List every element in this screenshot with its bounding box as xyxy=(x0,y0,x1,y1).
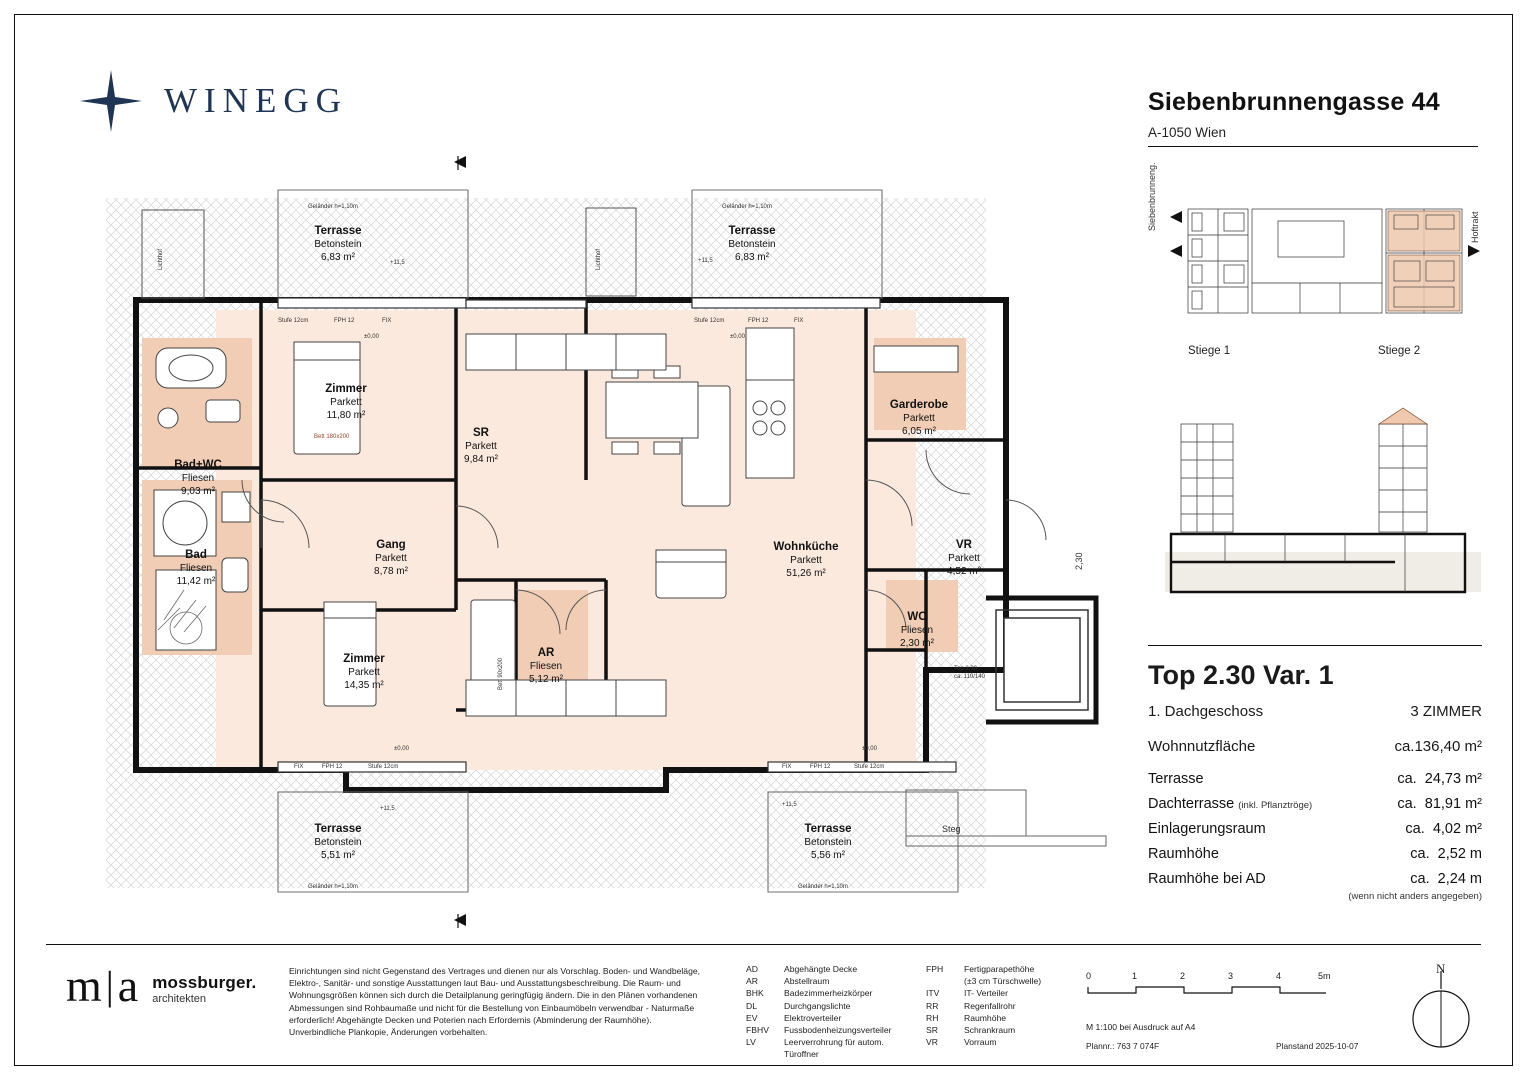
plan-annotation: ±0,00 xyxy=(364,334,379,340)
abbr-key: FBHV xyxy=(746,1025,769,1036)
plan-annotation: Stufe 12cm xyxy=(278,318,309,324)
room-label xyxy=(496,646,596,686)
abbr-key: VR xyxy=(926,1037,938,1048)
abbr-value: Raumhöhe xyxy=(964,1012,1007,1023)
abbr-column-1 xyxy=(746,963,916,1061)
plan-annotation: Geländer h=1,10m xyxy=(308,204,358,210)
room-area: 5,51 m² xyxy=(321,849,355,861)
room-material: Betonstein xyxy=(314,238,362,250)
room-name: Terrasse xyxy=(314,225,362,237)
room-area: 51,26 m² xyxy=(786,567,826,579)
footer-divider xyxy=(46,944,1481,945)
room-area: 11,80 m² xyxy=(326,409,366,421)
unit-area-label: Wohnnutzfläche xyxy=(1148,738,1256,755)
room-area: 5,56 m² xyxy=(811,849,845,861)
row-approx: ca. xyxy=(1397,771,1417,787)
room-name: Zimmer xyxy=(325,383,367,395)
room-material: Parkett xyxy=(375,552,407,564)
abbr-value: Schrankraum xyxy=(964,1025,1016,1036)
unit-floor: 1. Dachgeschoss xyxy=(1148,703,1264,720)
abbr-key: RH xyxy=(926,1012,939,1023)
room-name: Bad+WC xyxy=(174,459,222,471)
plan-annotation: ±0,00 xyxy=(730,334,745,340)
row-approx: ca. xyxy=(1410,846,1430,862)
plan-annotation: ca. 110/140 xyxy=(954,674,985,680)
unit-footnote: (wenn nicht anders angegeben) xyxy=(1348,891,1482,902)
room-area: 9,03 m² xyxy=(181,485,215,497)
unit-info-block xyxy=(1148,645,1482,902)
room-label xyxy=(426,426,536,466)
architect-name: mossburger. xyxy=(152,973,257,992)
abbr-value: Fussbodenheizungsverteiler xyxy=(784,1025,892,1036)
row-approx: ca. xyxy=(1397,796,1417,812)
plan-annotation: Lichthof xyxy=(158,248,164,270)
abbr-key: AD xyxy=(746,964,758,974)
keyplan-stiege-1: Stiege 1 xyxy=(1188,345,1231,357)
room-area: 14,35 m² xyxy=(344,679,384,691)
room-material: Betonstein xyxy=(728,238,776,250)
abbr-key: BHK xyxy=(746,988,764,999)
row-label: Terrasse xyxy=(1148,771,1204,787)
abbr-value: Vorraum xyxy=(964,1037,997,1048)
room-name: AR xyxy=(537,647,555,659)
scale-graphic xyxy=(1086,984,1336,1000)
scale-tick: 1 xyxy=(1132,971,1138,981)
building-section xyxy=(1165,402,1481,610)
keyplan-stiege-2: Stiege 2 xyxy=(1378,345,1421,357)
room-area: 6,83 m² xyxy=(735,251,769,263)
room-area: 9,84 m² xyxy=(464,453,498,465)
room-name: Terrasse xyxy=(314,823,362,835)
row-label: Einlagerungsraum xyxy=(1148,821,1266,837)
keyplan-street-label: Siebenbrunneng. xyxy=(1147,162,1157,231)
row-label: Raumhöhe bei AD xyxy=(1148,871,1266,887)
plan-annotation: ±0,00 xyxy=(394,746,409,752)
room-label xyxy=(768,822,888,862)
row-value: 4,02 m² xyxy=(1432,821,1482,837)
room-material: Parkett xyxy=(948,552,980,564)
plan-annotation: Geländer h=1,10m xyxy=(722,204,772,210)
room-material: Fliesen xyxy=(900,624,934,636)
abbr-value: Badezimmerheizkörper xyxy=(784,988,873,999)
abbr-key: DL xyxy=(746,1000,757,1011)
room-name: SR xyxy=(473,427,489,439)
plan-annotation: FPH 12 xyxy=(810,764,831,770)
logo-letter-m: m xyxy=(66,960,102,1011)
room-name: Garderobe xyxy=(889,399,949,411)
abbr-key: AR xyxy=(746,976,758,987)
address-block xyxy=(1148,88,1478,147)
row-approx: ca. xyxy=(1405,821,1425,837)
row-sub: (inkl. Pflanztröge) xyxy=(1238,800,1313,811)
abbr-value: Regenfallrohr xyxy=(964,1000,1016,1011)
plan-annotation: FIX xyxy=(382,318,392,324)
room-material: Betonstein xyxy=(314,836,362,848)
unit-detail-row xyxy=(1148,871,1482,887)
abbr-key: EV xyxy=(746,1012,758,1023)
row-approx: ca. xyxy=(1410,871,1430,887)
plan-annotation: FIX xyxy=(782,764,792,770)
room-material: Fliesen xyxy=(179,562,213,574)
compass-star-icon xyxy=(80,70,142,132)
room-name: Bad xyxy=(185,549,207,561)
plan-annotation: +11,5 xyxy=(390,260,405,266)
room-label xyxy=(142,548,250,588)
keyplan-court-label: Hoftrakt xyxy=(1470,211,1480,243)
unit-title: Top 2.30 Var. 1 xyxy=(1148,660,1334,690)
room-area: 5,12 m² xyxy=(529,673,563,685)
room-label xyxy=(286,382,406,422)
scale-bar xyxy=(1086,971,1346,1032)
room-label xyxy=(746,540,866,580)
room-area: 11,42 m² xyxy=(176,575,216,587)
room-material: Parkett xyxy=(903,412,935,424)
plan-number: Plannr.: 763 7 074F xyxy=(1086,1041,1160,1051)
floor-plan xyxy=(46,150,1126,940)
plan-annotation: ±0,00 xyxy=(862,746,877,752)
plan-annotation: Bett 180x200 xyxy=(314,434,350,440)
unit-detail-rows xyxy=(1148,771,1482,902)
room-label xyxy=(304,652,424,692)
room-name: WC xyxy=(907,611,927,623)
plan-annotation: Stufe 12cm xyxy=(854,764,885,770)
row-value: 2,24 m xyxy=(1437,871,1482,887)
row-label: Raumhöhe xyxy=(1148,846,1219,862)
scale-tick: 0 xyxy=(1086,971,1092,981)
plan-annotation: FPH 12 xyxy=(334,318,355,324)
plan-annotation: Geländer h=1,10m xyxy=(798,884,848,890)
abbr-key: ITV xyxy=(926,988,940,999)
north-label: N xyxy=(1436,961,1446,976)
scale-tick: 5m xyxy=(1318,971,1331,981)
room-material: Parkett xyxy=(330,396,362,408)
architect-subtitle: architekten xyxy=(152,993,207,1005)
room-label xyxy=(142,458,254,498)
room-label xyxy=(278,822,398,862)
plan-annotation: +11,5 xyxy=(380,806,395,812)
room-material: Parkett xyxy=(790,554,822,566)
room-material: Parkett xyxy=(465,440,497,452)
room-name: Zimmer xyxy=(343,653,385,665)
abbr-value: IT- Verteiler xyxy=(964,988,1008,999)
room-name: Gang xyxy=(376,539,406,551)
plan-annotation: FPH 12 xyxy=(748,318,769,324)
abbr-value: Fertigparapethöhe xyxy=(964,964,1035,974)
room-label xyxy=(874,610,960,650)
abbr-value: (±3 cm Türschwelle) xyxy=(964,976,1042,987)
key-plan xyxy=(1140,162,1490,365)
plan-date: Planstand 2025-10-07 xyxy=(1276,1041,1359,1051)
room-label xyxy=(336,538,446,578)
sheet-footer xyxy=(46,955,1486,1060)
abbr-key: RR xyxy=(926,1000,939,1011)
unit-detail-row xyxy=(1148,846,1482,862)
logo-divider: | xyxy=(105,963,114,1008)
project-address: Siebenbrunnengasse 44 xyxy=(1148,88,1440,116)
plan-annotation: Geländer h=1,10m xyxy=(308,884,358,890)
north-arrow xyxy=(1398,963,1484,1055)
unit-area-value: ca.136,40 m² xyxy=(1394,738,1482,755)
abbr-value: Durchgangslichte xyxy=(784,1000,851,1011)
abbr-value: Elektroverteiler xyxy=(784,1012,842,1023)
unit-detail-row xyxy=(1148,821,1482,837)
plan-annotation: FPH 12 xyxy=(322,764,343,770)
room-label xyxy=(914,538,1014,578)
scale-tick: 3 xyxy=(1228,971,1234,981)
room-material: Betonstein xyxy=(804,836,852,848)
row-value: 81,91 m² xyxy=(1424,796,1482,812)
plan-annotation: +11,5 xyxy=(698,258,713,264)
row-label: Dachterrasse xyxy=(1148,796,1235,812)
room-area: 6,83 m² xyxy=(321,251,355,263)
abbr-key: LV xyxy=(746,1037,756,1048)
room-name: VR xyxy=(956,539,972,551)
unit-rooms: 3 ZIMMER xyxy=(1410,703,1482,720)
abbr-key: SR xyxy=(926,1025,938,1036)
abbr-key: FPH xyxy=(926,964,944,974)
room-material: Fliesen xyxy=(529,660,563,672)
abbr-value: Abgehängte Decke xyxy=(784,964,858,974)
plan-annotation: 2,30 xyxy=(1074,552,1084,570)
plan-annotation: FIX xyxy=(794,318,804,324)
unit-detail-row xyxy=(1148,796,1482,812)
plan-annotation: Stufe 12cm xyxy=(694,318,725,324)
room-area: 4,52 m² xyxy=(947,565,981,577)
abbr-key xyxy=(926,975,964,987)
winegg-logo xyxy=(80,70,348,132)
room-material: Parkett xyxy=(348,666,380,678)
plan-annotation: FIX xyxy=(294,764,304,770)
abbr-value: Leerverrohrung für autom. Türoffner xyxy=(784,1037,884,1060)
room-area: 8,78 m² xyxy=(374,565,408,577)
room-name: Terrasse xyxy=(804,823,852,835)
brand-name: WINEGG xyxy=(164,81,348,120)
plan-annotation: Bett 90x200 xyxy=(498,657,504,690)
room-label xyxy=(278,224,398,264)
room-material: Fliesen xyxy=(181,472,215,484)
room-area: 6,05 m² xyxy=(902,425,936,437)
scale-tick: 2 xyxy=(1180,971,1186,981)
row-value: 24,73 m² xyxy=(1424,771,1482,787)
room-name: Wohnküche xyxy=(773,541,839,553)
room-label xyxy=(864,398,974,438)
address-rule xyxy=(1148,146,1478,147)
scale-tick: 4 xyxy=(1276,971,1282,981)
architect-logo xyxy=(66,960,257,1011)
plan-annotation: Lichthof xyxy=(596,248,602,270)
plan-annotation: +11,5 xyxy=(782,802,797,808)
unit-detail-row xyxy=(1148,771,1482,787)
plan-annotation: Top 2.30 xyxy=(954,666,978,672)
room-name: Terrasse xyxy=(728,225,776,237)
unit-info-rule xyxy=(1148,645,1482,646)
plan-annotation: Stufe 12cm xyxy=(368,764,399,770)
logo-letter-a: a xyxy=(117,960,139,1011)
row-value: 2,52 m xyxy=(1437,846,1482,862)
abbr-value: Abstellraum xyxy=(784,976,830,987)
scale-note: M 1:100 bei Ausdruck auf A4 xyxy=(1086,1022,1196,1032)
room-area: 2,30 m² xyxy=(900,637,934,649)
plan-annotation: Steg xyxy=(942,824,961,834)
legal-disclaimer: Einrichtungen sind nicht Gegenstand des Vertrages und dienen nur als Vorschlag. Boden- und Wandbeläge, Elektro-, Sanitär- und sonstige Ausstattungen laut Bau- und Ausstattungsbeschreibung. Die Raum- und Wohnungsgrößen können sich durch die Detailplanung geringfügig ändern. Die in den Plänen vorhandenen Abmessungen sind Rohbaumaße und nicht für die Bestellung von Einbaumöbeln verwendbar - Naturmaße erforderlich! Abgehängte Decken und Poterien nach Erfordernis (Abminderung der Raumhöhe). Unverbindliche Plankopie, Änderungen vorbehalten. xyxy=(289,966,701,1038)
project-city: A-1050 Wien xyxy=(1148,125,1227,140)
